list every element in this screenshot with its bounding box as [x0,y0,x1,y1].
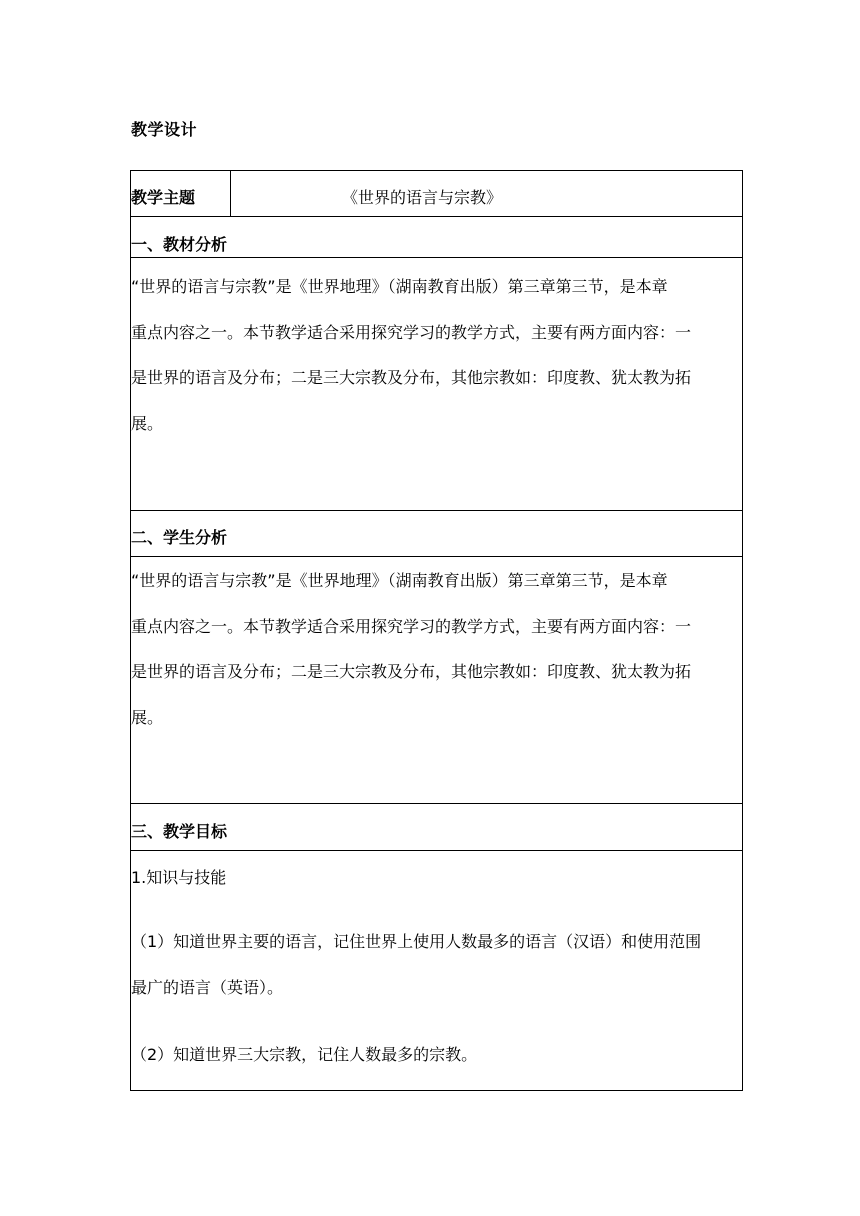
text-line: 展。 [131,707,164,727]
row-divider [131,803,742,804]
document-title: 教学设计 [131,120,198,139]
row-divider [131,216,742,217]
row-divider [131,510,742,511]
topic-value: 《世界的语言与宗教》 [342,188,503,207]
section-heading-teaching-objectives: 三、教学目标 [131,822,228,841]
objective-subheading: 1.知识与技能 [131,868,227,887]
text-line: 是世界的语言及分布；二是三大宗教及分布，其他宗教如：印度教、犹太教为拓 [131,368,692,387]
text-line: “世界的语言与宗教”是《世界地理》（湖南教育出版）第三章第三节，是本章 [131,571,668,590]
text-line: 最广的语言（英语）。 [131,977,284,997]
column-divider [230,171,231,217]
text-line: “世界的语言与宗教”是《世界地理》（湖南教育出版）第三章第三节，是本章 [131,277,668,296]
text-line: 是世界的语言及分布；二是三大宗教及分布，其他宗教如：印度教、犹太教为拓 [131,662,692,681]
row-divider [131,257,742,258]
student-analysis-text [131,558,743,740]
row-divider [131,556,742,557]
objective-item-2: （2）知道世界三大宗教，记住人数最多的宗教。 [131,1045,478,1064]
text-line: 重点内容之一。本节教学适合采用探究学习的教学方式，主要有两方面内容：一 [131,322,692,342]
section-heading-material-analysis: 一、教材分析 [131,235,228,254]
text-line: 重点内容之一。本节教学适合采用探究学习的教学方式，主要有两方面内容：一 [131,616,692,636]
text-line: 展。 [131,413,164,433]
text-line: （1）知道世界主要的语言，记住世界上使用人数最多的语言（汉语）和使用范围 [131,932,702,951]
section-heading-student-analysis: 二、学生分析 [131,528,228,547]
lesson-plan-table [130,170,743,1091]
material-analysis-text [131,264,743,446]
topic-label: 教学主题 [131,188,196,207]
objective-item-1 [131,919,743,1010]
row-divider [131,850,742,851]
